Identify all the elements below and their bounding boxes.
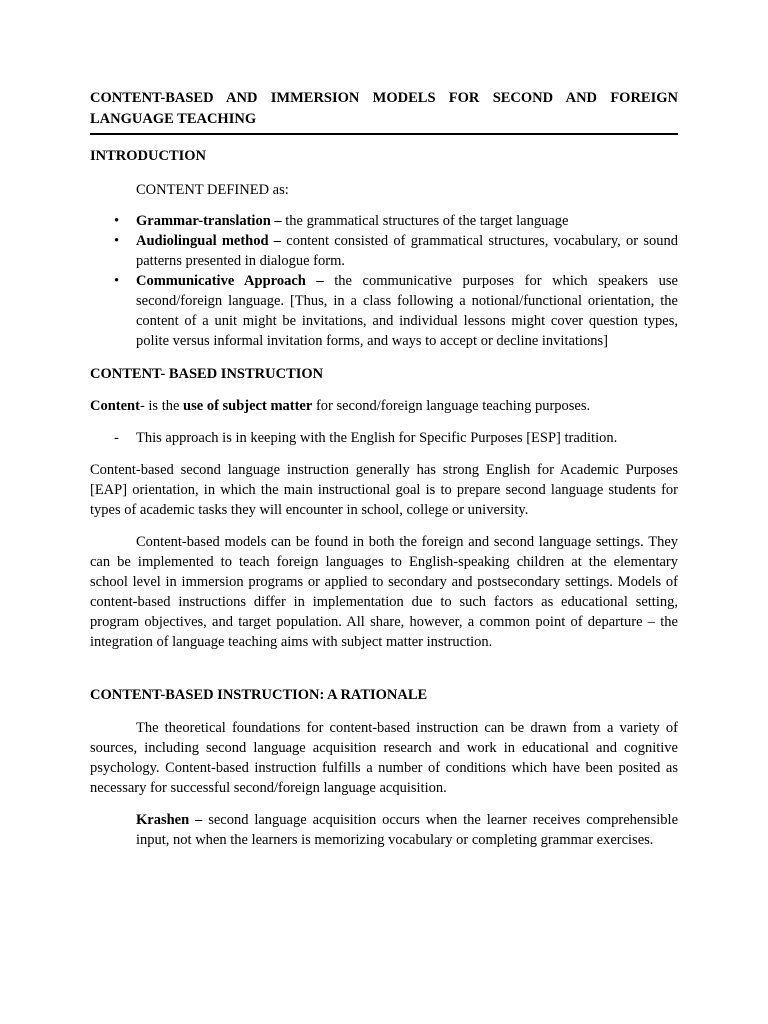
- bullet-text: content consisted of grammatical structures, vocabulary, or sound patterns presented in dialogue form.: [136, 233, 678, 269]
- definition-rest: for second/foreign language teaching purposes.: [312, 398, 591, 414]
- definition-text: - is the: [139, 398, 184, 414]
- dash-text: This approach is in keeping with the English for Specific Purposes [ESP] tradition.: [136, 430, 618, 446]
- bullet-term: Audiolingual method –: [136, 233, 282, 249]
- bullet-term: Communicative Approach –: [136, 273, 324, 289]
- content-defined-label: CONTENT DEFINED as:: [136, 182, 289, 198]
- document-title: CONTENT-BASED AND IMMERSION MODELS FOR SECOND AND FOREIGN LANGUAGE TEACHING: [90, 90, 678, 127]
- krashen-text: second language acquisition occurs when the learner receives comprehensible input, not when the learners is memorizing vocabulary or completing grammar exercises.: [136, 812, 679, 848]
- definition-term: Content: [90, 398, 140, 414]
- bullet-icon: •: [114, 213, 120, 229]
- list-item: [90, 211, 678, 231]
- bullet-icon: •: [114, 273, 120, 289]
- content-definition: [90, 396, 678, 416]
- content-definitions-list: [90, 211, 678, 351]
- paragraph-rationale: The theoretical foundations for content-based instruction can be drawn from a variety of sources, including second language acquisition research and work in educational and cognitive psychology. Content-based instruction fulfills a number of conditions which have been posited as necessary for successful second/foreign language acquisition.: [90, 720, 678, 796]
- title-divider: [90, 133, 678, 135]
- paragraph-eap: Content-based second language instruction generally has strong English for Academic Purposes [EAP] orientation, in which the main instructional goal is to prepare second language students for types of academic tasks they will encounter in school, college or university.: [90, 462, 678, 518]
- document-page: [90, 88, 678, 850]
- list-item: [90, 271, 678, 351]
- krashen-paragraph: [90, 810, 678, 850]
- heading-content-based-instruction: CONTENT- BASED INSTRUCTION: [90, 366, 324, 382]
- definition-bold: use of subject matter: [183, 398, 313, 414]
- bullet-text: the communicative purposes for which speakers use second/foreign language. [Thus, in a class following a notional/functional orientation, the content of a unit might be invitations, and individual lessons might cover question types, polite versus informal invitation forms, and ways to accept or decline invitations]: [136, 273, 678, 349]
- list-item: [90, 231, 678, 271]
- bullet-term: Grammar-translation –: [136, 213, 282, 229]
- bullet-icon: •: [114, 233, 120, 249]
- bullet-text: the grammatical structures of the target language: [281, 213, 569, 229]
- heading-rationale: CONTENT-BASED INSTRUCTION: A RATIONALE: [90, 687, 428, 703]
- krashen-term: Krashen –: [136, 812, 203, 828]
- dash-list-item: [90, 428, 678, 448]
- paragraph-models: Content-based models can be found in both the foreign and second language settings. They can be implemented to teach foreign languages to English-speaking children at the elementary school level in immersion programs or applied to secondary and postsecondary settings. Models of content-based instructions differ in implementation due to such factors as educational setting, program objectives, and target population. All share, however, a common point of departure – the integration of language teaching aims with subject matter instruction.: [90, 534, 678, 650]
- heading-introduction: INTRODUCTION: [90, 148, 207, 164]
- dash-marker: -: [114, 430, 119, 446]
